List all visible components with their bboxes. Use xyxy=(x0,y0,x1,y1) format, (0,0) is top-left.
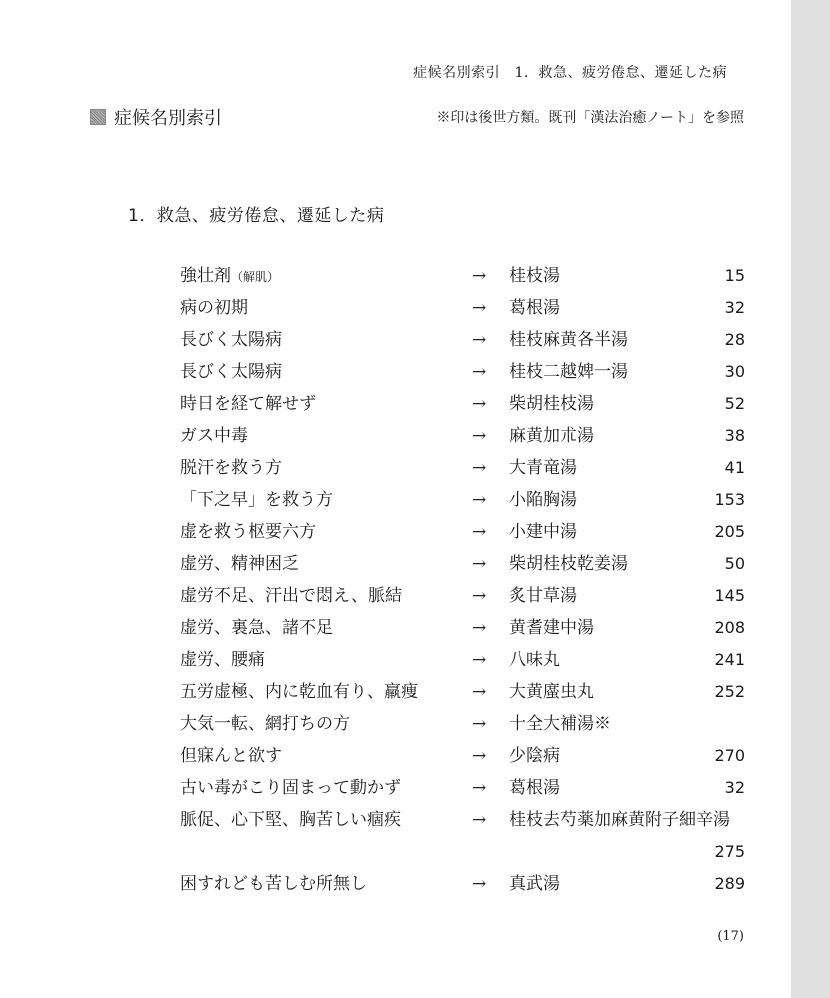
arrow-icon: → xyxy=(472,330,487,350)
arrow-icon: → xyxy=(472,522,487,542)
symptom-text xyxy=(180,868,367,901)
arrow-icon: → xyxy=(472,714,487,734)
symptom-main: 困すれども苦しむ所無し xyxy=(180,874,367,894)
page-reference: 153 xyxy=(714,490,745,509)
symptom-main: 脈促、心下堅、胸苦しい痼疾 xyxy=(180,810,401,830)
formula-name: 桂枝去芍薬加麻黄附子細辛湯 xyxy=(509,810,730,830)
index-entry xyxy=(0,356,791,388)
page-reference: 205 xyxy=(714,522,745,541)
index-entry xyxy=(0,580,791,612)
page-number: (17) xyxy=(717,929,744,944)
symptom-main: 虚を救う枢要六方 xyxy=(180,522,316,542)
page-reference: 32 xyxy=(724,778,745,797)
arrow-icon: → xyxy=(472,362,487,382)
symptom-text xyxy=(180,516,316,549)
page-reference: 275 xyxy=(714,842,745,861)
arrow-icon: → xyxy=(472,618,487,638)
page-reference: 52 xyxy=(724,394,745,413)
index-entry xyxy=(0,804,791,836)
arrow-icon: → xyxy=(472,778,487,798)
page-reference: 15 xyxy=(724,266,745,285)
index-entry xyxy=(0,484,791,516)
running-head: 症候名別索引 1．救急、疲労倦怠、遷延した病 xyxy=(413,65,727,81)
index-title xyxy=(90,104,222,130)
formula-name: 桂枝二越婢一湯 xyxy=(509,362,628,382)
page-reference: 241 xyxy=(714,650,745,669)
index-entry xyxy=(0,868,791,900)
page-reference: 252 xyxy=(714,682,745,701)
index-entry xyxy=(0,388,791,420)
symptom-main: 長びく太陽病 xyxy=(180,362,282,382)
symptom-text xyxy=(180,740,282,773)
arrow-icon: → xyxy=(472,682,487,702)
formula-name: 少陰病 xyxy=(509,746,560,766)
symptom-main: 「下之早」を救う方 xyxy=(180,490,333,510)
index-entry xyxy=(0,708,791,740)
page-margin-strip xyxy=(791,0,830,998)
symptom-main: 時日を経て解せず xyxy=(180,394,316,414)
formula-name: 柴胡桂枝乾姜湯 xyxy=(509,554,628,574)
page-reference: 208 xyxy=(714,618,745,637)
arrow-icon: → xyxy=(472,426,487,446)
symptom-text xyxy=(180,580,402,613)
arrow-icon: → xyxy=(472,458,487,478)
arrow-icon: → xyxy=(472,266,487,286)
index-entry xyxy=(0,452,791,484)
index-title-text: 症候名別索引 xyxy=(114,108,222,129)
symptom-main: 五労虚極、内に乾血有り、羸痩 xyxy=(180,682,418,702)
symptom-text xyxy=(180,292,248,325)
page-reference: 28 xyxy=(724,330,745,349)
symptom-text xyxy=(180,420,248,453)
section-heading: 1．救急、疲労倦怠、遷延した病 xyxy=(128,206,385,226)
page-reference: 50 xyxy=(724,554,745,573)
formula-name: 桂枝湯 xyxy=(509,266,560,286)
arrow-icon: → xyxy=(472,298,487,318)
index-entry xyxy=(0,740,791,772)
index-entry xyxy=(0,260,791,292)
symptom-text xyxy=(180,804,401,837)
symptom-text xyxy=(180,676,418,709)
page-reference: 38 xyxy=(724,426,745,445)
formula-name: 柴胡桂枝湯 xyxy=(509,394,594,414)
symptom-main: 虚労、腰痛 xyxy=(180,650,265,670)
symptom-text xyxy=(180,772,401,805)
symptom-main: 虚労不足、汗出で悶え、脈結 xyxy=(180,586,403,606)
page-reference: 30 xyxy=(724,362,745,381)
symptom-text xyxy=(180,356,282,389)
arrow-icon: → xyxy=(472,586,487,606)
arrow-icon: → xyxy=(472,874,487,894)
index-entry xyxy=(0,676,791,708)
index-entry xyxy=(0,548,791,580)
symptom-main: 古い毒がこり固まって動かず xyxy=(180,778,401,798)
symptom-main: 但寐んと欲す xyxy=(180,746,282,766)
index-entry xyxy=(0,292,791,324)
symptom-text xyxy=(180,324,282,357)
formula-name: 桂枝麻黄各半湯 xyxy=(509,330,628,350)
symptom-main: ガス中毒 xyxy=(180,426,248,446)
formula-name: 大黄䗪虫丸 xyxy=(509,682,594,702)
formula-name: 大青竜湯 xyxy=(509,458,577,478)
index-entry xyxy=(0,836,791,868)
symptom-main: 大気一転、網打ちの方 xyxy=(180,714,350,734)
formula-name: 真武湯 xyxy=(509,874,560,894)
page-reference: 289 xyxy=(714,874,745,893)
formula-name: 麻黄加朮湯 xyxy=(509,426,594,446)
symptom-text xyxy=(180,484,333,517)
index-entry xyxy=(0,516,791,548)
arrow-icon: → xyxy=(472,746,487,766)
formula-name: 炙甘草湯 xyxy=(509,586,577,606)
symptom-main: 強壮剤 xyxy=(180,266,231,286)
formula-name: 小陥胸湯 xyxy=(509,490,577,510)
page-reference: 41 xyxy=(724,458,745,477)
symptom-main: 脱汗を救う方 xyxy=(180,458,282,478)
formula-name: 八味丸 xyxy=(509,650,560,670)
formula-name: 小建中湯 xyxy=(509,522,577,542)
symptom-text xyxy=(180,452,282,485)
arrow-icon: → xyxy=(472,394,487,414)
index-entries xyxy=(0,260,791,900)
symptom-text xyxy=(180,644,265,677)
index-entry xyxy=(0,772,791,804)
index-entry xyxy=(0,612,791,644)
formula-name: 十全大補湯※ xyxy=(509,714,611,734)
symptom-main: 虚労、裏急、諸不足 xyxy=(180,618,333,638)
index-entry xyxy=(0,644,791,676)
index-entry xyxy=(0,420,791,452)
page-reference: 270 xyxy=(714,746,745,765)
arrow-icon: → xyxy=(472,650,487,670)
formula-name: 黄耆建中湯 xyxy=(509,618,594,638)
reference-note: ※印は後世方類。既刊「漢法治癒ノート」を参照 xyxy=(436,110,744,126)
page-reference: 145 xyxy=(714,586,745,605)
square-bullet-icon xyxy=(90,109,106,125)
index-entry xyxy=(0,324,791,356)
symptom-main: 病の初期 xyxy=(180,298,248,318)
arrow-icon: → xyxy=(472,490,487,510)
symptom-annotation: （解肌） xyxy=(231,270,280,284)
page-reference: 32 xyxy=(724,298,745,317)
symptom-text xyxy=(180,612,333,645)
symptom-text xyxy=(180,388,316,421)
symptom-text xyxy=(180,548,299,581)
formula-name: 葛根湯 xyxy=(509,778,560,798)
symptom-main: 虚労、精神困乏 xyxy=(180,554,299,574)
symptom-text xyxy=(180,708,350,741)
arrow-icon: → xyxy=(472,554,487,574)
symptom-main: 長びく太陽病 xyxy=(180,330,282,350)
formula-name: 葛根湯 xyxy=(509,298,560,318)
symptom-text xyxy=(180,260,279,293)
arrow-icon: → xyxy=(472,810,487,830)
